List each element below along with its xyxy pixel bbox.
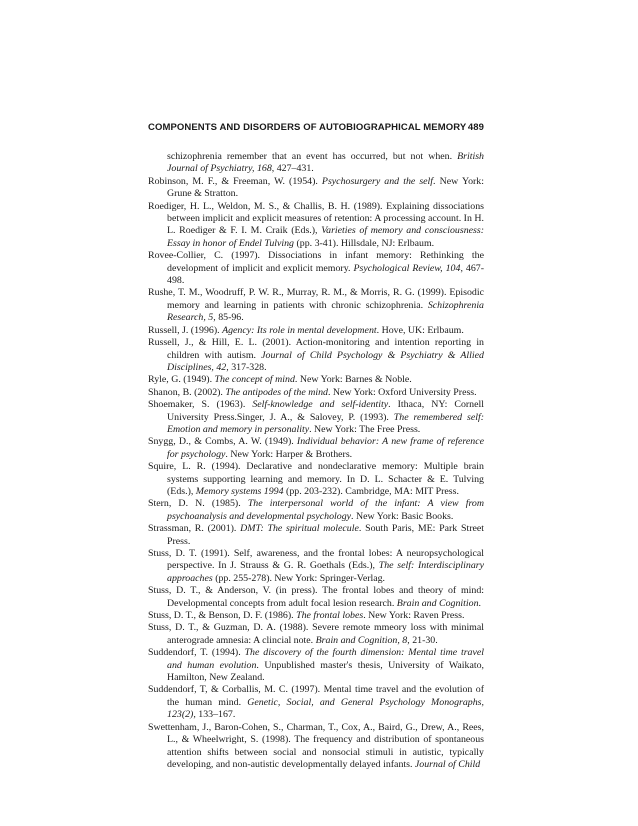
reference-entry — [148, 610, 484, 622]
reference-entry — [148, 647, 484, 684]
reference-entry — [148, 287, 484, 324]
reference-text: (pp. 255-278). New York: Springer-Verlag. — [212, 572, 386, 584]
reference-entry — [148, 498, 484, 523]
reference-italic-text: Schizophrenia Research, 5 — [167, 299, 484, 324]
reference-text: Ryle, G. (1949). — [148, 374, 215, 386]
reference-list — [148, 151, 484, 771]
reference-text: Suddendorf, T. (1994). — [148, 647, 245, 659]
reference-text: . New York: Barnes & Noble. — [294, 374, 412, 386]
reference-italic-text: Journal of Child Psychology & Psychiatry & Allied Disciplines, 42 — [167, 349, 484, 373]
reference-text: , 21-30. — [407, 634, 438, 646]
reference-text: Rushe, T. M., Woodruff, P. W. R., Murray, R. M., & Morris, R. G. (1999). Episodic memory and learning in patients with chronic schizophrenia. — [148, 287, 484, 311]
reference-italic-text: Self-knowledge and self-identity — [252, 399, 389, 411]
reference-text: , 133–167. — [193, 709, 236, 721]
reference-italic-text: The remembered self: Emotion and memory in personality — [167, 411, 484, 435]
running-head-title: COMPONENTS AND DISORDERS OF AUTOBIOGRAPHICAL MEMORY — [148, 122, 467, 133]
reference-italic-text: Psychosurgery and the self — [321, 175, 434, 187]
reference-italic-text: The interpersonal world of the infant: A view from psychoanalysis and developmental psychology — [167, 498, 485, 522]
reference-text: . New York: Harper & Brothers. — [225, 448, 353, 460]
reference-italic-text: Genetic, Social, and General Psychology Monographs, 123(2) — [167, 696, 484, 721]
reference-italic-text: The self: Interdisciplinary approaches — [167, 560, 484, 584]
reference-italic-text: The discovery of the fourth dimension: Mental time travel and human evolution — [167, 647, 484, 671]
page-number: 489 — [467, 122, 484, 133]
reference-entry — [148, 374, 484, 386]
reference-italic-text: The frontal lobes — [296, 610, 364, 622]
reference-text: (pp. 3-41). Hillsdale, NJ: Erlbaum. — [294, 237, 435, 249]
reference-text: , 467-498. — [167, 262, 484, 287]
reference-text: Stuss, D. T., & Benson, D. F. (1986). — [148, 610, 297, 622]
reference-text: . New York: Oxford University Press. — [327, 386, 477, 398]
reference-entry — [148, 684, 484, 721]
reference-text: Roediger, H. L., Weldon, M. S., & Challis, B. H. (1989). Explaining dissociations between implicit and explicit measures of retention: A processing account. In H. L. Roediger & F. I. M. Craik (Eds.), — [148, 200, 484, 237]
reference-italic-text: Individual behavior: A new frame of reference for psychology — [167, 436, 484, 460]
reference-italic-text: Memory systems 1994 — [195, 485, 284, 497]
reference-italic-text: British Journal of Psychiatry, 168 — [167, 151, 484, 175]
reference-entry — [148, 461, 484, 498]
reference-text: . New York: Grune & Stratton. — [167, 175, 484, 200]
reference-text: , 317-328. — [226, 361, 267, 373]
running-head — [148, 122, 484, 133]
reference-entry — [148, 585, 484, 610]
reference-text: (pp. 203-232). Cambridge, MA: MIT Press. — [283, 485, 459, 497]
reference-entry — [148, 548, 484, 585]
reference-entry — [148, 176, 484, 201]
reference-text: Russell, J. (1996). — [148, 324, 223, 336]
reference-italic-text: Brain and Cognition, 8 — [315, 634, 408, 646]
reference-text: Stuss, D. T., & Anderson, V. (in press). The frontal lobes and theory of mind: Developmental concepts from adult focal lesion research. — [148, 585, 484, 609]
reference-italic-text: Psychological Review, 104 — [353, 262, 461, 274]
reference-text: Stuss, D. T., & Guzman, D. A. (1988). Severe remote mmeory loss with minimal anterograde amnesia: A clincial note. — [148, 622, 484, 646]
reference-text: Shanon, B. (2002). — [148, 386, 226, 398]
reference-text: . New York: Raven Press. — [363, 610, 465, 622]
reference-entry — [148, 151, 484, 176]
reference-italic-text: Journal of Child — [414, 758, 481, 770]
reference-entry — [148, 325, 484, 337]
reference-text: Rovee-Collier, C. (1997). Dissociations in infant memory: Rethinking the development of implicit and explicit memory. — [148, 250, 484, 274]
reference-italic-text: Varieties of memory and consciousness: Essay in honor of Endel Tulving — [167, 225, 484, 249]
reference-entry — [148, 523, 484, 548]
reference-text: . South Paris, ME: Park Street Press. — [167, 523, 484, 547]
reference-text: Stern, D. N. (1985). — [148, 498, 248, 510]
reference-text: Swettenham, J., Baron-Cohen, S., Charman, T., Cox, A., Baird, G., Drew, A., Rees, L., & Wheelwright, S. (1998). The frequency and distribution of spontaneous attention shifts between social and nonsocial stimuli in autistic, typically developing, and non-autistic developmentally delayed infants. — [148, 721, 484, 770]
reference-entry — [148, 622, 484, 647]
reference-text: . Ithaca, NY: Cornell University Press.Singer, J. A., & Salovey, P. (1993). — [167, 399, 484, 423]
reference-text: . Hove, UK: Erlbaum. — [376, 324, 464, 336]
reference-text: , 427–431. — [271, 163, 314, 175]
reference-entry — [148, 201, 484, 251]
reference-text: Shoemaker, S. (1963). — [148, 399, 253, 411]
reference-italic-text: DMT: The spiritual molecule — [240, 523, 359, 535]
reference-text: , 85-96. — [213, 312, 244, 324]
reference-entry — [148, 722, 484, 772]
reference-text: Robinson, M. F., & Freeman, W. (1954). — [148, 175, 322, 187]
reference-text: . New York: Basic Books. — [351, 510, 454, 522]
reference-entry — [148, 250, 484, 287]
reference-entry — [148, 387, 484, 399]
reference-text: . New York: The Free Press. — [309, 423, 421, 435]
reference-entry — [148, 436, 484, 461]
reference-text: . Unpublished master's thesis, University of Waikato, Hamilton, New Zealand. — [167, 659, 484, 684]
reference-text: Suddendorf, T, & Corballis, M. C. (1997). Mental time travel and the evolution of the human mind. — [148, 684, 484, 708]
reference-text: Stuss, D. T. (1991). Self, awareness, and the frontal lobes: A neuropsychological perspective. In J. Strauss & G. R. Goethals (Eds.), — [148, 548, 484, 572]
reference-italic-text: The concept of mind — [214, 374, 295, 386]
reference-italic-text: Brain and Cognition — [396, 597, 479, 609]
reference-entry — [148, 399, 484, 436]
reference-italic-text: The antipodes of the mind — [225, 386, 328, 398]
reference-text: schizophrenia remember that an event has occurred, but not when. — [167, 151, 458, 162]
reference-text: Snygg, D., & Combs, A. W. (1949). — [148, 436, 297, 448]
reference-italic-text: Agency: Its role in mental development — [222, 324, 377, 336]
reference-text: Squire, L. R. (1994). Declarative and nondeclarative memory: Multiple brain systems supporting learning and memory. In D. L. Schacter & E. Tulving (Eds.), — [148, 461, 484, 497]
reference-text: . — [478, 597, 481, 609]
reference-entry — [148, 337, 484, 374]
reference-text: Russell, J., & Hill, E. L. (2001). Action-monitoring and intention reporting in children with autism. — [148, 337, 484, 361]
reference-text: Strassman, R. (2001). — [148, 523, 241, 535]
